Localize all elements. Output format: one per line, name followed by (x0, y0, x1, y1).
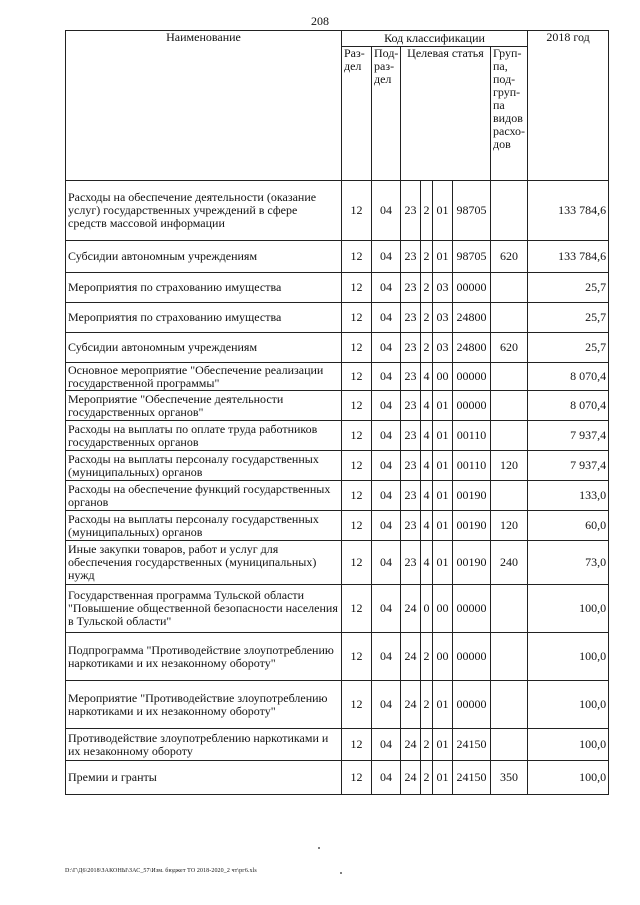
row-target-direction: 00000 (453, 633, 491, 681)
table-row (66, 511, 609, 541)
row-subsection: 04 (372, 363, 401, 391)
row-target-subprogram: 4 (421, 363, 433, 391)
row-target-event: 01 (433, 681, 453, 729)
table-header (66, 31, 609, 181)
row-section: 12 (342, 273, 372, 303)
row-section: 12 (342, 421, 372, 451)
row-name: Субсидии автономным учреждениям (66, 333, 342, 363)
row-name: Мероприятие "Противодействие злоупотреблению наркотиками и их незаконному обороту" (66, 681, 342, 729)
row-name: Расходы на выплаты персоналу государственных (муниципальных) органов (66, 511, 342, 541)
row-target-program: 23 (401, 241, 421, 273)
row-target-subprogram: 4 (421, 391, 433, 421)
row-expense-group: 620 (491, 241, 528, 273)
row-section: 12 (342, 333, 372, 363)
row-target-direction: 24150 (453, 729, 491, 761)
row-target-direction: 00000 (453, 681, 491, 729)
row-expense-group: 350 (491, 761, 528, 795)
row-section: 12 (342, 241, 372, 273)
row-name: Субсидии автономным учреждениям (66, 241, 342, 273)
row-subsection: 04 (372, 333, 401, 363)
row-target-program: 23 (401, 273, 421, 303)
row-amount: 7 937,4 (528, 451, 609, 481)
row-target-event: 01 (433, 391, 453, 421)
table-body (66, 181, 609, 795)
row-target-event: 01 (433, 481, 453, 511)
scan-dot (318, 847, 320, 849)
row-subsection: 04 (372, 421, 401, 451)
row-target-program: 23 (401, 511, 421, 541)
row-target-subprogram: 2 (421, 241, 433, 273)
row-target-subprogram: 4 (421, 421, 433, 451)
row-name: Премии и гранты (66, 761, 342, 795)
row-target-event: 01 (433, 511, 453, 541)
row-amount: 133 784,6 (528, 241, 609, 273)
row-target-program: 23 (401, 181, 421, 241)
row-section: 12 (342, 541, 372, 585)
row-subsection: 04 (372, 633, 401, 681)
row-subsection: 04 (372, 451, 401, 481)
row-target-direction: 00110 (453, 451, 491, 481)
row-name: Иные закупки товаров, работ и услуг для обеспечения государственных (муниципальных) нужд (66, 541, 342, 585)
row-target-subprogram: 2 (421, 681, 433, 729)
row-expense-group: 120 (491, 511, 528, 541)
row-target-direction: 98705 (453, 241, 491, 273)
row-target-direction: 00110 (453, 421, 491, 451)
header-target-article: Целевая статья (401, 47, 491, 181)
row-expense-group (491, 391, 528, 421)
row-amount: 100,0 (528, 729, 609, 761)
row-target-subprogram: 2 (421, 273, 433, 303)
row-subsection: 04 (372, 181, 401, 241)
row-expense-group (491, 681, 528, 729)
row-target-program: 23 (401, 391, 421, 421)
row-amount: 133,0 (528, 481, 609, 511)
row-subsection: 04 (372, 511, 401, 541)
row-subsection: 04 (372, 481, 401, 511)
table-row (66, 481, 609, 511)
row-name: Расходы на обеспечение деятельности (оказание услуг) государственных учреждений в сфере средств массовой информации (66, 181, 342, 241)
footer-file-path: D:\Г\Д6\2018\ЗАКОНЫ\ЗАС_57\Изм. бюджет ТО 2018-2020_2 чт\рг6.xls (65, 868, 257, 874)
row-target-subprogram: 0 (421, 585, 433, 633)
row-expense-group (491, 181, 528, 241)
row-target-program: 24 (401, 681, 421, 729)
row-expense-group: 120 (491, 451, 528, 481)
row-target-direction: 24150 (453, 761, 491, 795)
row-target-direction: 00000 (453, 585, 491, 633)
row-target-subprogram: 2 (421, 303, 433, 333)
row-name: Государственная программа Тульской области "Повышение общественной безопасности населения в Тульской области" (66, 585, 342, 633)
row-section: 12 (342, 585, 372, 633)
page-number: 208 (311, 14, 329, 28)
table-row (66, 303, 609, 333)
row-target-subprogram: 4 (421, 481, 433, 511)
row-subsection: 04 (372, 541, 401, 585)
table-row (66, 633, 609, 681)
table-row (66, 541, 609, 585)
row-name: Подпрограмма "Противодействие злоупотреблению наркотиками и их незаконному обороту" (66, 633, 342, 681)
row-target-event: 01 (433, 241, 453, 273)
table-row (66, 363, 609, 391)
row-target-subprogram: 2 (421, 761, 433, 795)
budget-table (65, 30, 609, 795)
row-target-program: 23 (401, 451, 421, 481)
row-name: Противодействие злоупотреблению наркотиками и их незаконному обороту (66, 729, 342, 761)
row-target-subprogram: 4 (421, 451, 433, 481)
row-amount: 60,0 (528, 511, 609, 541)
row-amount: 8 070,4 (528, 391, 609, 421)
row-amount: 100,0 (528, 585, 609, 633)
row-target-direction: 24800 (453, 303, 491, 333)
row-target-event: 01 (433, 451, 453, 481)
table-row (66, 451, 609, 481)
row-amount: 100,0 (528, 633, 609, 681)
row-expense-group: 240 (491, 541, 528, 585)
row-subsection: 04 (372, 273, 401, 303)
row-name: Расходы на выплаты персоналу государственных (муниципальных) органов (66, 451, 342, 481)
header-year: 2018 год (528, 31, 609, 181)
row-target-direction: 24800 (453, 333, 491, 363)
row-target-event: 03 (433, 303, 453, 333)
row-expense-group (491, 633, 528, 681)
row-target-program: 24 (401, 585, 421, 633)
row-target-subprogram: 2 (421, 333, 433, 363)
row-target-program: 23 (401, 481, 421, 511)
row-amount: 7 937,4 (528, 421, 609, 451)
table-row (66, 585, 609, 633)
row-target-direction: 00190 (453, 511, 491, 541)
table-row (66, 421, 609, 451)
row-name: Мероприятия по страхованию имущества (66, 303, 342, 333)
row-section: 12 (342, 729, 372, 761)
header-section: Раз- дел (342, 47, 372, 181)
row-section: 12 (342, 451, 372, 481)
row-name: Расходы на выплаты по оплате труда работников государственных органов (66, 421, 342, 451)
row-target-program: 23 (401, 363, 421, 391)
header-name: Наименование (66, 31, 342, 181)
row-target-event: 01 (433, 729, 453, 761)
row-target-event: 00 (433, 633, 453, 681)
row-section: 12 (342, 303, 372, 333)
row-target-direction: 98705 (453, 181, 491, 241)
row-target-program: 23 (401, 541, 421, 585)
row-amount: 25,7 (528, 273, 609, 303)
row-target-event: 01 (433, 181, 453, 241)
row-expense-group: 620 (491, 333, 528, 363)
row-expense-group (491, 303, 528, 333)
row-target-program: 23 (401, 303, 421, 333)
row-amount: 100,0 (528, 761, 609, 795)
row-subsection: 04 (372, 729, 401, 761)
table-row (66, 333, 609, 363)
row-target-subprogram: 2 (421, 633, 433, 681)
table-row (66, 761, 609, 795)
row-target-event: 00 (433, 363, 453, 391)
table-row (66, 241, 609, 273)
row-subsection: 04 (372, 761, 401, 795)
row-target-event: 01 (433, 541, 453, 585)
row-target-direction: 00190 (453, 481, 491, 511)
row-target-program: 23 (401, 421, 421, 451)
row-target-direction: 00000 (453, 363, 491, 391)
table-row (66, 391, 609, 421)
row-name: Основное мероприятие "Обеспечение реализации государственной программы" (66, 363, 342, 391)
row-amount: 73,0 (528, 541, 609, 585)
row-target-event: 00 (433, 585, 453, 633)
row-target-event: 03 (433, 273, 453, 303)
row-target-event: 03 (433, 333, 453, 363)
row-target-subprogram: 4 (421, 511, 433, 541)
row-target-event: 01 (433, 761, 453, 795)
row-expense-group (491, 585, 528, 633)
row-target-subprogram: 4 (421, 541, 433, 585)
row-amount: 25,7 (528, 303, 609, 333)
row-expense-group (491, 421, 528, 451)
row-name: Расходы на обеспечение функций государственных органов (66, 481, 342, 511)
row-name: Мероприятия по страхованию имущества (66, 273, 342, 303)
header-subsection: Под- раз- дел (372, 47, 401, 181)
row-subsection: 04 (372, 241, 401, 273)
row-target-subprogram: 2 (421, 181, 433, 241)
row-amount: 25,7 (528, 333, 609, 363)
header-code-group: Код классификации (342, 31, 528, 47)
row-subsection: 04 (372, 585, 401, 633)
row-target-direction: 00190 (453, 541, 491, 585)
row-section: 12 (342, 633, 372, 681)
row-section: 12 (342, 363, 372, 391)
row-name: Мероприятие "Обеспечение деятельности государственных органов" (66, 391, 342, 421)
row-target-subprogram: 2 (421, 729, 433, 761)
row-target-event: 01 (433, 421, 453, 451)
row-target-direction: 00000 (453, 391, 491, 421)
row-section: 12 (342, 761, 372, 795)
table-row (66, 681, 609, 729)
header-expense-group: Груп- па, под- груп- па видов расхо- дов (491, 47, 528, 181)
row-section: 12 (342, 391, 372, 421)
row-expense-group (491, 729, 528, 761)
row-amount: 100,0 (528, 681, 609, 729)
table-row (66, 729, 609, 761)
row-section: 12 (342, 181, 372, 241)
row-target-program: 24 (401, 729, 421, 761)
row-section: 12 (342, 681, 372, 729)
row-expense-group (491, 363, 528, 391)
row-subsection: 04 (372, 391, 401, 421)
row-section: 12 (342, 511, 372, 541)
table-row (66, 181, 609, 241)
row-target-program: 24 (401, 761, 421, 795)
row-amount: 133 784,6 (528, 181, 609, 241)
row-target-program: 24 (401, 633, 421, 681)
row-subsection: 04 (372, 303, 401, 333)
row-section: 12 (342, 481, 372, 511)
scan-dot (340, 872, 342, 874)
row-amount: 8 070,4 (528, 363, 609, 391)
row-target-direction: 00000 (453, 273, 491, 303)
row-expense-group (491, 481, 528, 511)
row-expense-group (491, 273, 528, 303)
row-target-program: 23 (401, 333, 421, 363)
table-row (66, 273, 609, 303)
row-subsection: 04 (372, 681, 401, 729)
